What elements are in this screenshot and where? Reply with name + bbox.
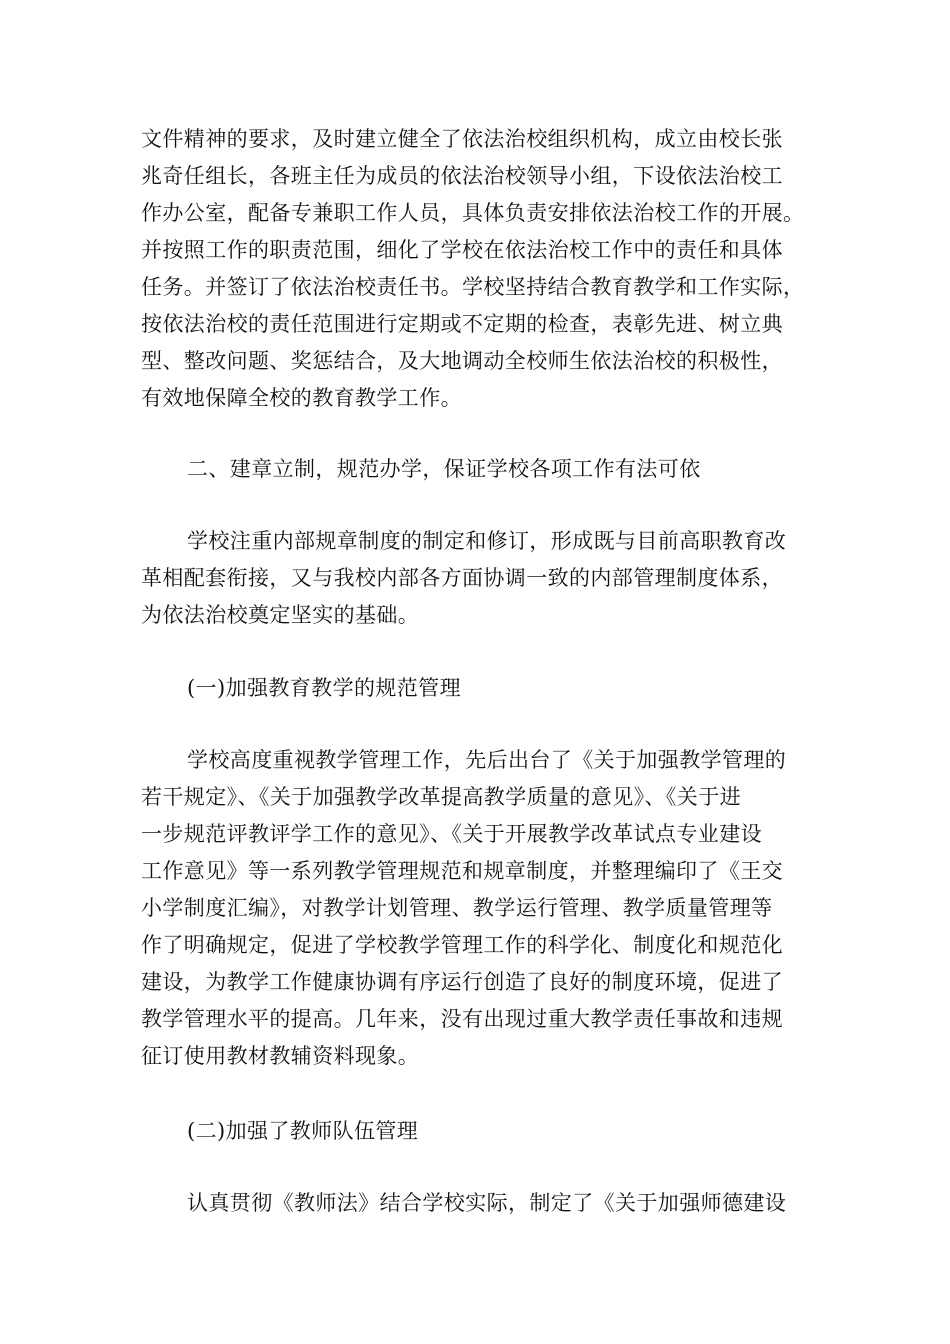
text-line: 工作意见》等一系列教学管理规范和规章制度，并整理编印了《王交 (141, 859, 783, 883)
section-heading: 二、建章立制，规范办学，保证学校各项工作有法可依 (187, 457, 701, 481)
text-line: 任务。并签订了依法治校责任书。学校坚持结合教育教学和工作实际， (141, 275, 805, 299)
text-line: 并按照工作的职责范围，细化了学校在依法治校工作中的责任和具体 (141, 238, 783, 262)
text-line: 按依法治校的责任范围进行定期或不定期的检查，表彰先进、树立典 (141, 312, 783, 336)
text-line: 学校高度重视教学管理工作，先后出台了《关于加强教学管理的 (187, 748, 787, 772)
text-line: 作办公室，配备专兼职工作人员，具体负责安排依法治校工作的开展。 (141, 201, 805, 225)
subsection-heading: (二)加强了教师队伍管理 (187, 1119, 419, 1143)
text-line: 为依法治校奠定坚实的基础。 (141, 603, 420, 627)
text-line: 兆奇任组长，各班主任为成员的依法治校领导小组，下设依法治校工 (141, 164, 783, 188)
text-line: 文件精神的要求，及时建立健全了依法治校组织机构，成立由校长张 (141, 127, 783, 151)
text-line: 征订使用教材教辅资料现象。 (141, 1044, 420, 1068)
text-line: 建设，为教学工作健康协调有序运行创造了良好的制度环境，促进了 (141, 970, 783, 994)
text-line: 型、整改问题、奖惩结合，及大地调动全校师生依法治校的积极性， (141, 349, 783, 373)
text-line: 有效地保障全校的教育教学工作。 (141, 386, 462, 410)
text-line: 革相配套衔接，又与我校内部各方面协调一致的内部管理制度体系， (141, 566, 783, 590)
text-line: 认真贯彻《教师法》结合学校实际，制定了《关于加强师德建设 (187, 1191, 787, 1215)
text-line: 一步规范评教评学工作的意见》、《关于开展教学改革试点专业建设 (141, 822, 762, 846)
subsection-heading: (一)加强教育教学的规范管理 (187, 676, 461, 700)
text-line: 小学制度汇编》，对教学计划管理、教学运行管理、教学质量管理等 (141, 896, 773, 920)
text-line: 若干规定》、《关于加强教学改革提高教学质量的意见》、《关于进 (141, 785, 741, 809)
text-line: 作了明确规定，促进了学校教学管理工作的科学化、制度化和规范化 (141, 933, 783, 957)
text-line: 学校注重内部规章制度的制定和修订，形成既与目前高职教育改 (187, 529, 787, 553)
text-line: 教学管理水平的提高。几年来，没有出现过重大教学责任事故和违规 (141, 1007, 783, 1031)
